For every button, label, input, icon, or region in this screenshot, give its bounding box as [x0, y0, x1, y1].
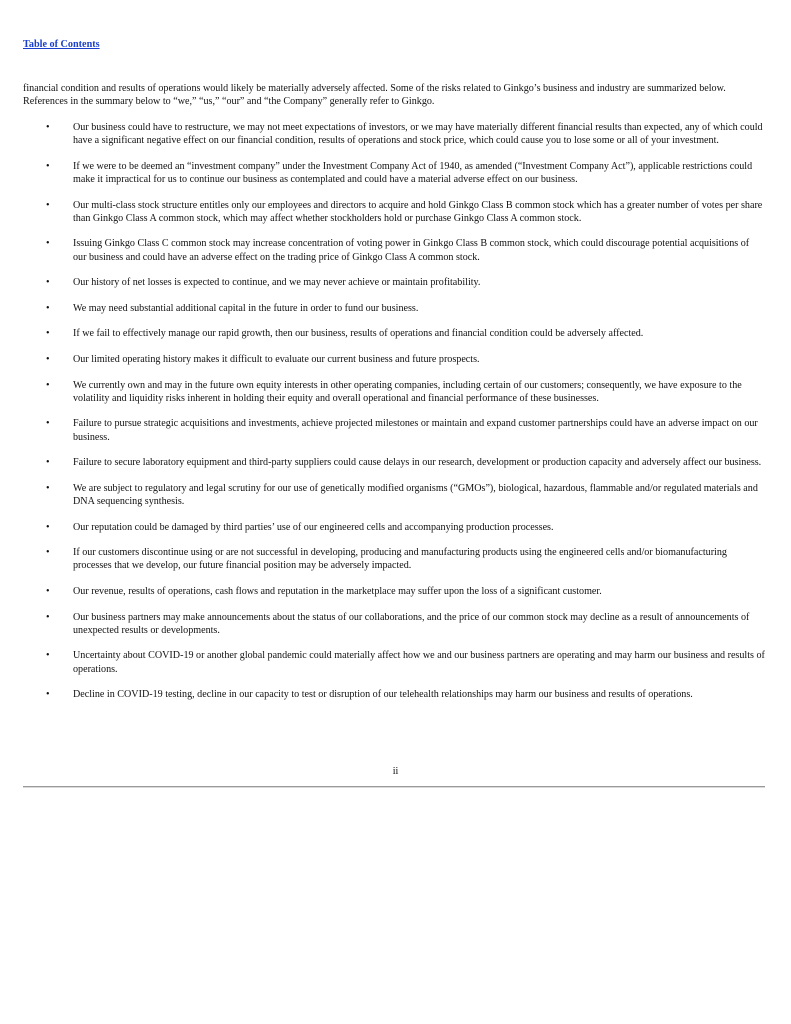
list-item [0, 456, 791, 469]
bullet-icon: • [46, 521, 50, 533]
list-item [0, 121, 791, 147]
list-item [0, 546, 791, 572]
bullet-icon: • [46, 302, 50, 314]
list-item [0, 521, 791, 534]
risk-text: Our business could have to restructure, we may not meet expectations of investors, or we may have materially different financial results than expected, any of which could have a significant negative effect on our financial condition, results of operations and stock price, which could cause you to lose some or all of your investment. [73, 122, 763, 147]
list-item [0, 353, 791, 366]
risk-text: Our business partners may make announcements about the status of our collaborations, and the price of our common stock may decline as a result of announcements of unexpected results or developments. [73, 611, 750, 636]
bullet-icon: • [46, 379, 50, 391]
list-item [0, 649, 791, 675]
risk-text: Our history of net losses is expected to continue, and we may never achieve or maintain profitability. [73, 277, 481, 289]
risk-text: Uncertainty about COVID-19 or another global pandemic could materially affect how we and our business partners are operating and may harm our business and results of operations. [73, 650, 765, 675]
list-item [0, 327, 791, 340]
bullet-icon: • [46, 277, 50, 289]
bullet-icon: • [46, 199, 50, 211]
risk-text: If our customers discontinue using or are not successful in developing, producing and manufacturing products using the engineered cells and/or biomanufacturing processes that we develop, our future financial position may be adversely impacted. [73, 547, 727, 572]
risk-text: We are subject to regulatory and legal scrutiny for our use of genetically modified organisms (“GMOs”), biological, hazardous, flammable and/or regulated materials and DNA sequencing synthesis. [73, 482, 758, 507]
list-item [0, 585, 791, 598]
risk-text: Failure to secure laboratory equipment and third-party suppliers could cause delays in our research, development or production capacity and adversely affect our business. [73, 457, 762, 469]
bullet-icon: • [46, 689, 50, 701]
bullet-icon: • [46, 585, 50, 597]
bullet-icon: • [46, 547, 50, 559]
risk-text: We currently own and may in the future own equity interests in other operating companies, including certain of our customers; consequently, we have exposure to the volatility and liquidity risks inherent in holding their equity and overall operational and financial performance of these businesses. [73, 379, 742, 404]
bullet-icon: • [46, 650, 50, 662]
list-item [0, 199, 791, 225]
risk-text: Failure to pursue strategic acquisitions and investments, achieve projected milestones or maintain and expand customer partnerships could have an adverse impact on our business. [73, 418, 758, 443]
bullet-icon: • [46, 122, 50, 133]
risk-text: We may need substantial additional capital in the future in order to fund our business. [73, 302, 419, 314]
table-of-contents-link[interactable]: Table of Contents [23, 39, 100, 50]
list-item [0, 302, 791, 315]
list-item [0, 611, 791, 637]
risk-text: Our multi-class stock structure entitles only our employees and directors to acquire and hold Ginkgo Class B common stock which has a greater number of votes per share than Ginkgo Class A common stock, which may affect whether stockholders hold or purchase Ginkgo Class A common stock. [73, 199, 763, 224]
page-number: ii [392, 766, 399, 777]
risk-text: If we fail to effectively manage our rapid growth, then our business, results of operations and financial condition could be adversely affected. [73, 328, 644, 340]
list-item [0, 237, 791, 263]
bullet-icon: • [46, 611, 50, 623]
list-item [0, 482, 791, 508]
bullet-icon: • [46, 482, 50, 494]
risk-text: Decline in COVID-19 testing, decline in our capacity to test or disruption of our telehealth relationships may harm our business and results of operations. [73, 689, 693, 701]
bullet-icon: • [46, 353, 50, 365]
risk-text: Our revenue, results of operations, cash flows and reputation in the marketplace may suffer upon the loss of a significant customer. [73, 585, 602, 597]
intro-paragraph: financial condition and results of operations would likely be materially adversely affected. Some of the risks related to Ginkgo’s business and industry are summarized below. References in the summary below to “we,” “us,” “our” and “the Company” generally refer to Ginkgo. [23, 83, 726, 108]
list-item [0, 688, 791, 701]
risk-text: Our limited operating history makes it difficult to evaluate our current business and future prospects. [73, 353, 480, 365]
risk-text: Issuing Ginkgo Class C common stock may increase concentration of voting power in Ginkgo Class B common stock, which could discourage potential acquisitions of our business and could have an adverse effect on the trading price of Ginkgo Class A common stock. [73, 238, 750, 263]
list-item [0, 276, 791, 289]
list-item [0, 379, 791, 405]
bullet-icon: • [46, 418, 50, 430]
risk-text: Our reputation could be damaged by third parties’ use of our engineered cells and accompanying production processes. [73, 521, 554, 533]
bullet-icon: • [46, 457, 50, 469]
bullet-icon: • [46, 160, 50, 172]
bullet-icon: • [46, 328, 50, 340]
list-item [0, 160, 791, 186]
page-divider [23, 786, 765, 788]
bullet-icon: • [46, 238, 50, 250]
risk-summary-list [0, 121, 791, 714]
risk-text: If we were to be deemed an “investment company” under the Investment Company Act of 1940, as amended (“Investment Company Act”), applicable restrictions could make it impractical for us to continue our business as contemplated and could have a material adverse effect on our business. [73, 160, 753, 185]
list-item [0, 417, 791, 443]
